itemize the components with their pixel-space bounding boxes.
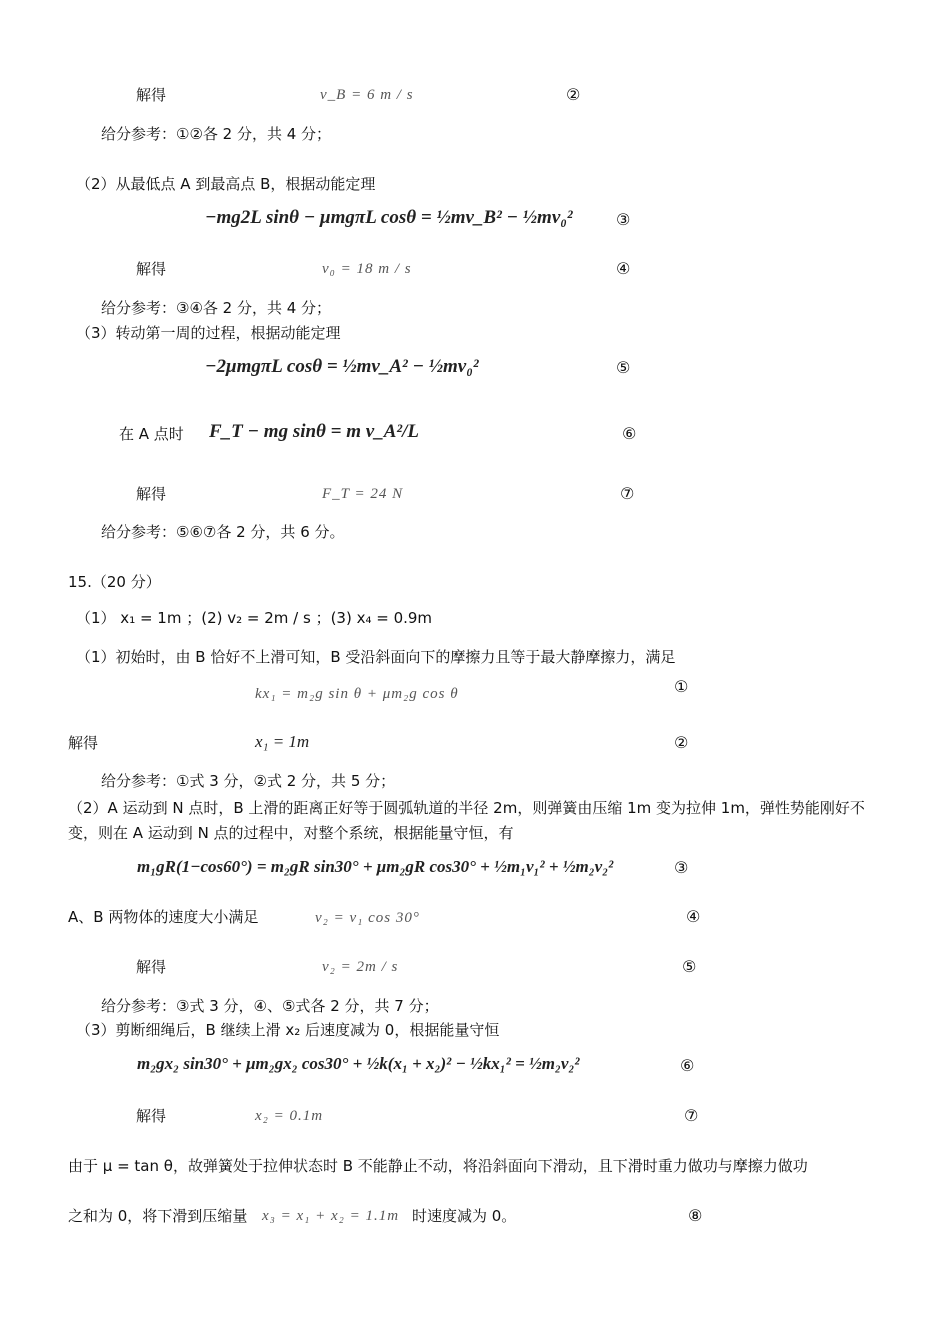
equation-number: ⑥ bbox=[622, 424, 637, 443]
equation-energy-cut-rope: m₂gx₂ sin30° + μm₂gx₂ cos30° + ½k(x₁ + x₂)² − ½kx₁² = ½m₂v₂² bbox=[137, 1054, 580, 1073]
scoring-note: 给分参考：⑤⑥⑦各 2 分，共 6 分。 bbox=[101, 523, 345, 541]
solve-label: 解得 bbox=[68, 734, 99, 752]
equation-number: ⑤ bbox=[682, 957, 697, 976]
condition-label: 在 A 点时 bbox=[119, 425, 184, 443]
scoring-note: 给分参考：①②各 2 分，共 4 分； bbox=[101, 125, 332, 143]
equation-number: ④ bbox=[616, 259, 631, 278]
answers-summary: （1） x₁ = 1m ；(2) v₂ = 2m / s ；(3) x₄ = 0.9m bbox=[76, 609, 433, 627]
equation-number: ⑦ bbox=[620, 484, 635, 503]
equation-velocity-relation: v₂ = v₁ cos 30° bbox=[315, 910, 420, 926]
scoring-note: 给分参考：③④各 2 分，共 4 分； bbox=[101, 299, 332, 317]
equation-number: ③ bbox=[616, 210, 631, 229]
conclusion-text: 之和为 0，将下滑到压缩量 bbox=[68, 1207, 248, 1225]
solve-label: 解得 bbox=[136, 958, 167, 976]
equation-number: ① bbox=[674, 677, 689, 696]
part-heading: （3）剪断细绳后，B 继续上滑 x₂ 后速度减为 0，根据能量守恒 bbox=[76, 1021, 500, 1039]
part-heading: （3）转动第一周的过程，根据动能定理 bbox=[76, 324, 341, 342]
part-heading: （1）初始时，由 B 恰好不上滑可知，B 受沿斜面向下的摩擦力且等于最大静摩擦力，满足 bbox=[76, 648, 676, 666]
equation-first-turn: −2μmgπL cosθ = ½mv_A² − ½mv₀² bbox=[205, 356, 479, 377]
equation-number: ④ bbox=[686, 907, 701, 926]
part-heading: （2）A 运动到 N 点时，B 上滑的距离正好等于圆弧轨道的半径 2m，则弹簧由压缩 1m 变为拉伸 1m，弹性势能刚好不变，则在 A 运动到 N 点的过程中，对整个系统，根据能量守恒，有 bbox=[68, 799, 865, 842]
equation-number: ⑦ bbox=[684, 1106, 699, 1125]
solve-label: 解得 bbox=[136, 260, 167, 278]
equation-v2: v₂ = 2m / s bbox=[322, 959, 399, 975]
equation-ft: F_T = 24 N bbox=[322, 486, 404, 502]
equation-x3: x₃ = x₁ + x₂ = 1.1m bbox=[262, 1208, 400, 1224]
equation-x2: x₂ = 0.1m bbox=[255, 1108, 324, 1124]
equation-x1: x₁ = 1m bbox=[255, 732, 310, 751]
equation-number: ② bbox=[674, 733, 689, 752]
equation-spring-balance: kx₁ = m₂g sin θ + μm₂g cos θ bbox=[255, 686, 459, 702]
equation-vb: v_B = 6 m / s bbox=[320, 87, 414, 103]
equation-number: ② bbox=[566, 85, 581, 104]
conclusion-text-end: 时速度减为 0。 bbox=[412, 1207, 517, 1225]
equation-number: ⑧ bbox=[688, 1206, 703, 1225]
equation-tension: F_T − mg sinθ = m v_A²/L bbox=[209, 421, 419, 442]
condition-label: A、B 两物体的速度大小满足 bbox=[68, 908, 259, 926]
equation-number: ③ bbox=[674, 858, 689, 877]
solve-label: 解得 bbox=[136, 1107, 167, 1125]
equation-number: ⑤ bbox=[616, 358, 631, 377]
part-heading: （2）从最低点 A 到最高点 B，根据动能定理 bbox=[76, 175, 376, 193]
equation-v0: v₀ = 18 m / s bbox=[322, 261, 412, 277]
scoring-note: 给分参考：③式 3 分，④、⑤式各 2 分，共 7 分； bbox=[101, 997, 439, 1015]
question-number: 15.（20 分） bbox=[68, 573, 161, 591]
solve-label: 解得 bbox=[136, 485, 167, 503]
equation-energy-conservation: m₁gR(1−cos60°) = m₂gR sin30° + μm₂gR cos30° + ½m₁v₁² + ½m₂v₂² bbox=[137, 857, 614, 876]
equation-number: ⑥ bbox=[680, 1056, 695, 1075]
solve-label: 解得 bbox=[136, 86, 167, 104]
analysis-text: 由于 μ = tan θ，故弹簧处于拉伸状态时 B 不能静止不动，将沿斜面向下滑动，且下滑时重力做功与摩擦力做功 bbox=[68, 1157, 808, 1175]
scoring-note: 给分参考：①式 3 分，②式 2 分，共 5 分； bbox=[101, 772, 396, 790]
equation-energy-ab: −mg2L sinθ − μmgπL cosθ = ½mv_B² − ½mv₀² bbox=[205, 207, 573, 228]
